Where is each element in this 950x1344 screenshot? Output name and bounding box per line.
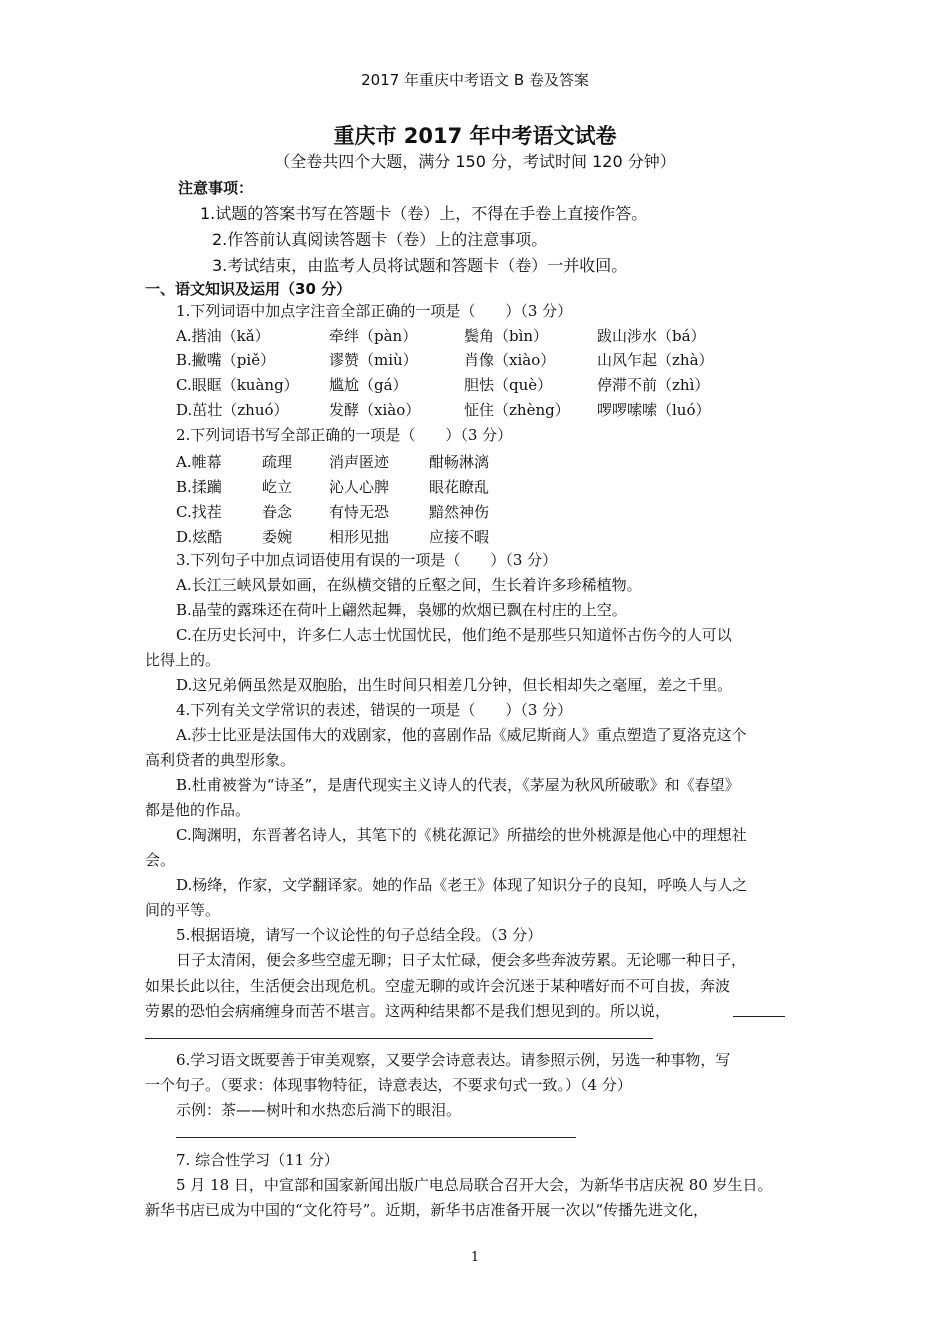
q2-a-2: 疏理 bbox=[262, 453, 293, 471]
q6-stem-line-2: 一个句子。（要求：体现事物特征，诗意表达，不要求句式一致。）（4 分） bbox=[145, 1076, 632, 1094]
q1-c-2: 尴尬（gá） bbox=[329, 376, 408, 394]
q1-a-2: 牵绊（pàn） bbox=[329, 327, 418, 345]
q7-paragraph-line-1: 5 月 18 日，中宣部和国家新闻出版广电总局联合召开大会，为新华书店庆祝 80 岁生日。 bbox=[176, 1176, 773, 1194]
q4-option-b-line-2: 都是他的作品。 bbox=[145, 801, 251, 819]
notice-item-1: 1.试题的答案书写在答题卡（卷）上，不得在手卷上直接作答。 bbox=[200, 204, 648, 223]
q4-option-b-line-1: B.杜甫被誉为“诗圣”，是唐代现实主义诗人的代表，《茅屋为秋风所破歌》和《春望》 bbox=[176, 776, 740, 794]
q1-b-1: B.撇嘴（piě） bbox=[176, 351, 276, 369]
q1-c-4: 停滞不前（zhì） bbox=[597, 376, 710, 394]
q2-d-2: 委婉 bbox=[262, 528, 293, 546]
q3-option-d: D.这兄弟俩虽然是双胞胎，出生时间只相差几分钟，但长相却失之毫厘，差之千里。 bbox=[176, 676, 733, 694]
q3-option-c-line-1: C.在历史长河中，许多仁人志士忧国忧民，他们绝不是那些只知道怀古伤今的人可以 bbox=[176, 626, 732, 644]
q4-option-a-line-1: A.莎士比亚是法国伟大的戏剧家，他的喜剧作品《威尼斯商人》重点塑造了夏洛克这个 bbox=[176, 726, 747, 744]
q2-stem: 2.下列词语书写全部正确的一项是（ ）（3 分） bbox=[176, 426, 513, 444]
q2-b-2: 屹立 bbox=[262, 478, 293, 496]
q1-d-1: D.茁壮（zhuó） bbox=[176, 401, 289, 419]
q2-b-3: 沁人心脾 bbox=[329, 478, 390, 496]
q1-a-1: A.揩油（kǎ） bbox=[176, 327, 270, 345]
q1-a-3: 鬓角（bìn） bbox=[464, 327, 549, 345]
q5-answer-blank-inline bbox=[733, 1016, 785, 1017]
q3-option-c-line-2: 比得上的。 bbox=[145, 651, 221, 669]
q4-option-c-line-1: C.陶渊明，东晋著名诗人，其笔下的《桃花源记》所描绘的世外桃源是他心中的理想社 bbox=[176, 826, 747, 844]
notice-item-2: 2.作答前认真阅读答题卡（卷）上的注意事项。 bbox=[212, 230, 548, 249]
q2-a-3: 消声匿迹 bbox=[329, 453, 390, 471]
q2-a-1: A.帷幕 bbox=[176, 453, 222, 471]
notice-item-3: 3.考试结束，由监考人员将试题和答题卡（卷）一并收回。 bbox=[212, 256, 628, 275]
section-1-heading: 一、语文知识及运用（30 分） bbox=[145, 280, 352, 298]
q1-c-3: 胆怯（què） bbox=[464, 376, 553, 394]
q2-d-1: D.炫酷 bbox=[176, 528, 223, 546]
q5-stem: 5.根据语境，请写一个议论性的句子总结全段。（3 分） bbox=[176, 926, 543, 944]
q4-option-c-line-2: 会。 bbox=[145, 851, 176, 869]
notice-heading: 注意事项： bbox=[178, 179, 254, 197]
q2-b-4: 眼花瞭乱 bbox=[429, 478, 490, 496]
q7-stem: 7. 综合性学习（11 分） bbox=[176, 1151, 339, 1169]
q2-b-1: B.揉躏 bbox=[176, 478, 222, 496]
q3-option-b: B.晶莹的露珠还在荷叶上翩然起舞，袅娜的炊烟已飘在村庄的上空。 bbox=[176, 601, 627, 619]
q5-answer-blank-line bbox=[145, 1038, 653, 1039]
q5-passage-line-2: 如果长此以往，生活便会出现危机。空虚无聊的或许会沉迷于某种嗜好而不可自拔，奔波 bbox=[145, 977, 731, 995]
exam-subtitle: （全卷共四个大题，满分 150 分，考试时间 120 分钟） bbox=[274, 152, 676, 171]
q1-stem: 1.下列词语中加点字注音全部正确的一项是（ ）（3 分） bbox=[176, 302, 573, 320]
q6-example: 示例：茶——树叶和水热恋后淌下的眼泪。 bbox=[176, 1101, 462, 1119]
document-header-title: 2017 年重庆中考语文 B 卷及答案 bbox=[361, 71, 589, 89]
q3-stem: 3.下列句子中加点词语使用有误的一项是（ ）（3 分） bbox=[176, 551, 558, 569]
exam-title: 重庆市 2017 年中考语文试卷 bbox=[333, 124, 617, 148]
q1-b-4: 山风乍起（zhà） bbox=[597, 351, 714, 369]
q5-passage-line-1: 日子太清闲，便会多些空虚无聊；日子太忙碌，便会多些奔波劳累。无论哪一种日子， bbox=[176, 951, 747, 969]
q2-c-4: 黯然神伤 bbox=[429, 503, 490, 521]
q1-d-2: 发酵（xiào） bbox=[329, 401, 421, 419]
q2-c-3: 有恃无恐 bbox=[329, 503, 390, 521]
q2-a-4: 酣畅淋漓 bbox=[429, 453, 490, 471]
q4-option-d-line-2: 间的平等。 bbox=[145, 901, 221, 919]
q4-option-a-line-2: 高利贷者的典型形象。 bbox=[145, 751, 296, 769]
q1-c-1: C.眼眶（kuàng） bbox=[176, 376, 299, 394]
q1-d-4: 啰啰嗦嗦（luó） bbox=[597, 401, 711, 419]
q6-answer-blank-line bbox=[176, 1137, 576, 1138]
q4-option-d-line-1: D.杨绛，作家，文学翻译家。她的作品《老王》体现了知识分子的良知，呼唤人与人之 bbox=[176, 876, 748, 894]
q4-stem: 4.下列有关文学常识的表述，错误的一项是（ ）（3 分） bbox=[176, 701, 573, 719]
q1-a-4: 跋山涉水（bá） bbox=[597, 327, 706, 345]
q1-b-3: 肖像（xiào） bbox=[464, 351, 556, 369]
q1-d-3: 怔住（zhèng） bbox=[464, 401, 570, 419]
q2-c-2: 眷念 bbox=[262, 503, 293, 521]
page-number: 1 bbox=[470, 1250, 480, 1265]
q2-c-1: C.找茬 bbox=[176, 503, 222, 521]
q3-option-a: A.长江三峡风景如画，在纵横交错的丘壑之间，生长着许多珍稀植物。 bbox=[176, 576, 642, 594]
q7-paragraph-line-2: 新华书店已成为中国的“文化符号”。近期，新华书店准备开展一次以“传播先进文化， bbox=[145, 1201, 709, 1219]
q6-stem-line-1: 6.学习语文既要善于审美观察，又要学会诗意表达。请参照示例，另选一种事物，写 bbox=[176, 1051, 731, 1069]
q5-passage-line-3: 劳累的恐怕会病痛缠身而苦不堪言。这两种结果都不是我们想见到的。所以说， bbox=[145, 1002, 671, 1020]
q1-b-2: 谬赞（miù） bbox=[329, 351, 418, 369]
q2-d-4: 应接不暇 bbox=[429, 528, 490, 546]
q2-d-3: 相形见拙 bbox=[329, 528, 390, 546]
